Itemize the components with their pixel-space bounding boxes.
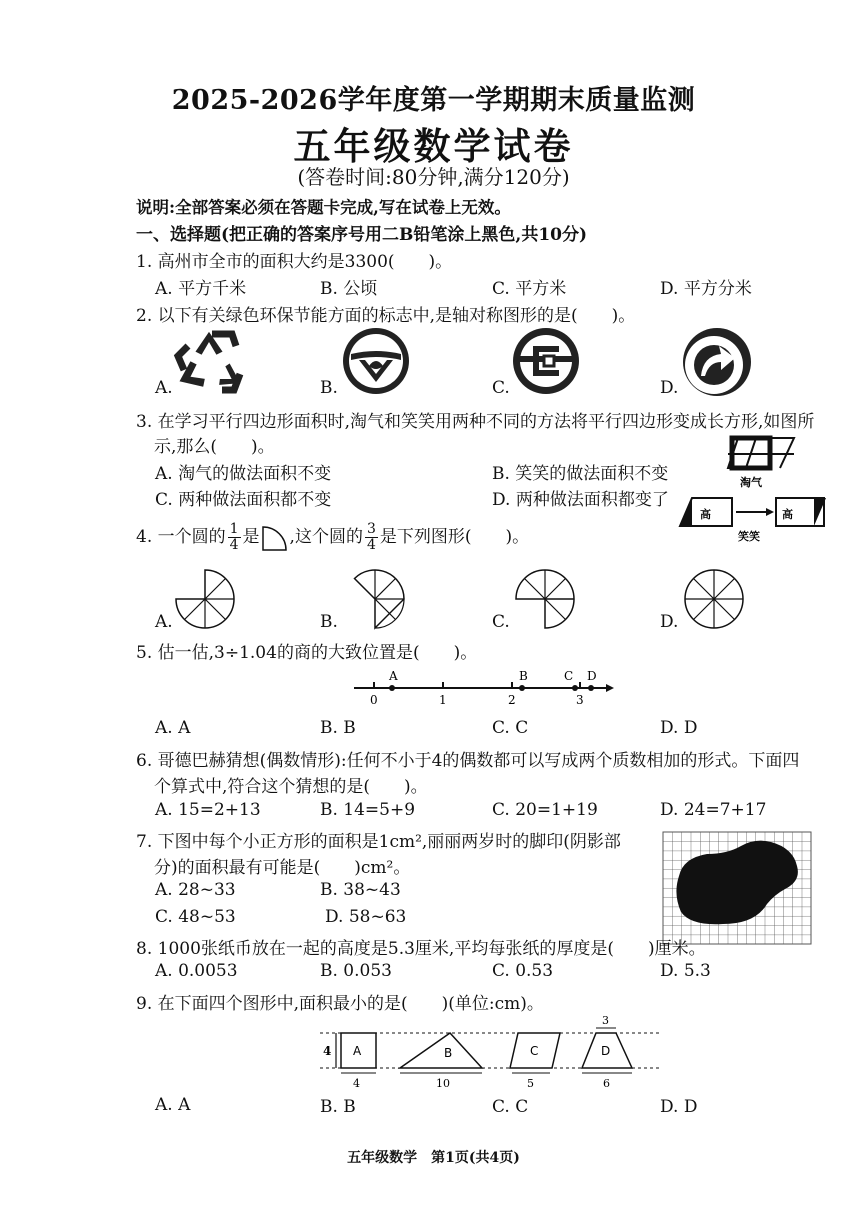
q9-shape-d-label: D bbox=[601, 1044, 611, 1058]
energy-label-logo-icon bbox=[511, 326, 581, 396]
q5-tick-1: 1 bbox=[439, 693, 447, 707]
q2-option-d: D. bbox=[660, 378, 679, 398]
q5-option-a: A. A bbox=[155, 718, 191, 738]
q1-option-a: A. 平方千米 bbox=[155, 279, 247, 299]
q9-dim-d-bottom: 6 bbox=[603, 1077, 610, 1090]
q6-option-d: D. 24=7+17 bbox=[660, 800, 767, 820]
q5-point-b: B bbox=[519, 669, 528, 683]
page-footer: 五年级数学 第1页(共4页) bbox=[347, 1150, 520, 1166]
q1-option-c: C. 平方米 bbox=[492, 279, 567, 299]
q3-stem-line2: 示,那么( )。 bbox=[154, 437, 275, 457]
q6-option-a: A. 15=2+13 bbox=[155, 800, 261, 820]
q7-footprint-grid bbox=[663, 832, 811, 944]
exam-title: 2025-2026学年度第一学期期末质量监测 bbox=[171, 85, 696, 116]
q1-option-b: B. 公顷 bbox=[320, 279, 378, 299]
q9-option-b: B. B bbox=[320, 1097, 356, 1117]
q9-dim-b: 10 bbox=[436, 1077, 450, 1090]
q4-text-4: 是下列图形( )。 bbox=[379, 527, 530, 547]
green-seal-logo-icon bbox=[341, 326, 411, 396]
q4-fraction-2: $\frac{3}{4}$ bbox=[366, 521, 376, 553]
q5-option-d: D. D bbox=[660, 718, 698, 738]
q8-option-c: C. 0.53 bbox=[492, 961, 554, 981]
q5-option-c: C. C bbox=[492, 718, 529, 738]
q5-tick-0: 0 bbox=[370, 693, 378, 707]
q9-shape-b-label: B bbox=[444, 1046, 453, 1060]
q9-dim-c: 5 bbox=[527, 1077, 534, 1090]
q8-option-b: B. 0.053 bbox=[320, 961, 392, 981]
q4-option-a: A. bbox=[155, 612, 173, 632]
q6-option-c: C. 20=1+19 bbox=[492, 800, 598, 820]
q3-option-b: B. 笑笑的做法面积不变 bbox=[492, 464, 669, 484]
q5-tick-2: 2 bbox=[508, 693, 516, 707]
q9-dim-d-top: 3 bbox=[602, 1014, 609, 1027]
instruction: 说明:全部答案必须在答题卡完成,写在试卷上无效。 bbox=[136, 198, 511, 217]
arrow-circle-logo-icon bbox=[681, 326, 753, 398]
q3-option-a: A. 淘气的做法面积不变 bbox=[155, 464, 332, 484]
q7-option-b: B. 38~43 bbox=[320, 880, 401, 900]
q4-figure-d bbox=[683, 568, 745, 630]
q5-tick-3: 3 bbox=[576, 693, 584, 707]
q2-option-a: A. bbox=[155, 378, 173, 398]
q3-parallelogram-figure bbox=[676, 432, 834, 544]
time-note: (答卷时间:80分钟,满分120分) bbox=[297, 165, 570, 189]
q9-shape-c-label: C bbox=[530, 1044, 539, 1058]
q7-option-a: A. 28~33 bbox=[155, 880, 236, 900]
q4-option-c: C. bbox=[492, 612, 510, 632]
q6-option-b: B. 14=5+9 bbox=[320, 800, 416, 820]
q7-stem-line2: 分)的面积最有可能是( )cm²。 bbox=[154, 858, 411, 878]
q4-option-b: B. bbox=[320, 612, 338, 632]
section-heading: 一、选择题(把正确的答案序号用二B铅笔涂上黑色,共10分) bbox=[136, 225, 588, 245]
q3-option-d: D. 两种做法面积都变了 bbox=[492, 490, 669, 510]
q4-text-3: ,这个圆的 bbox=[289, 527, 363, 547]
q7-option-c: C. 48~53 bbox=[155, 907, 236, 927]
q9-option-d: D. D bbox=[660, 1097, 698, 1117]
q8-option-d: D. 5.3 bbox=[660, 961, 711, 981]
q8-stem: 8. 1000张纸币放在一起的高度是5.3厘米,平均每张纸的厚度是( )厘米。 bbox=[136, 939, 706, 959]
q4-stem bbox=[136, 522, 529, 553]
q2-option-b: B. bbox=[320, 378, 338, 398]
exam-subtitle: 五年级数学试卷 bbox=[293, 124, 574, 168]
q7-stem-line1: 7. 下图中每个小正方形的面积是1cm²,丽丽两岁时的脚印(阴影部 bbox=[136, 832, 621, 852]
quarter-circle-icon bbox=[260, 524, 290, 552]
q3-option-c: C. 两种做法面积都不变 bbox=[155, 490, 332, 510]
q9-stem: 9. 在下面四个图形中,面积最小的是( )(单位:cm)。 bbox=[136, 994, 544, 1014]
q2-stem: 2. 以下有关绿色环保节能方面的标志中,是轴对称图形的是( )。 bbox=[136, 306, 636, 326]
q5-number-line bbox=[350, 666, 618, 708]
q4-figure-c bbox=[514, 568, 576, 630]
q4-text-2: 是 bbox=[242, 527, 260, 547]
q8-option-a: A. 0.0053 bbox=[155, 961, 238, 981]
q9-shapes-figure bbox=[320, 1013, 662, 1091]
q6-stem-line1: 6. 哥德巴赫猜想(偶数情形):任何不小于4的偶数都可以写成两个质数相加的形式。下面四 bbox=[136, 751, 800, 771]
q9-option-c: C. C bbox=[492, 1097, 529, 1117]
q3-label-gao-right: 高 bbox=[782, 508, 793, 521]
q9-option-a: A. A bbox=[155, 1095, 191, 1115]
q4-text-1: 4. 一个圆的 bbox=[136, 527, 226, 547]
q5-point-a: A bbox=[389, 669, 398, 683]
q4-figure-a bbox=[174, 568, 236, 630]
q9-dim-a: 4 bbox=[353, 1077, 360, 1090]
q4-figure-b bbox=[344, 568, 406, 630]
q5-option-b: B. B bbox=[320, 718, 356, 738]
q7-option-d: D. 58~63 bbox=[325, 907, 407, 927]
q3-stem-line1: 3. 在学习平行四边形面积时,淘气和笑笑用两种不同的方法将平行四边形变成长方形,如图所 bbox=[136, 412, 815, 432]
q3-label-taoqi: 淘气 bbox=[740, 476, 762, 489]
recycle-logo-icon bbox=[174, 326, 244, 394]
q4-fraction-1: $\frac{1}{4}$ bbox=[229, 521, 239, 553]
q9-height-label: 4 bbox=[323, 1044, 332, 1058]
q6-stem-line2: 个算式中,符合这个猜想的是( )。 bbox=[154, 777, 428, 797]
q1-option-d: D. 平方分米 bbox=[660, 279, 752, 299]
q1-stem: 1. 高州市全市的面积大约是3300( )。 bbox=[136, 252, 453, 272]
q2-option-c: C. bbox=[492, 378, 510, 398]
q4-option-d: D. bbox=[660, 612, 679, 632]
q9-shape-a-label: A bbox=[353, 1044, 362, 1058]
q5-point-c: C bbox=[564, 669, 574, 683]
q3-label-xiaoxiao: 笑笑 bbox=[738, 530, 760, 543]
q3-label-gao-left: 高 bbox=[700, 508, 711, 521]
q5-stem: 5. 估一估,3÷1.04的商的大致位置是( )。 bbox=[136, 643, 478, 663]
q5-point-d: D bbox=[587, 669, 597, 683]
